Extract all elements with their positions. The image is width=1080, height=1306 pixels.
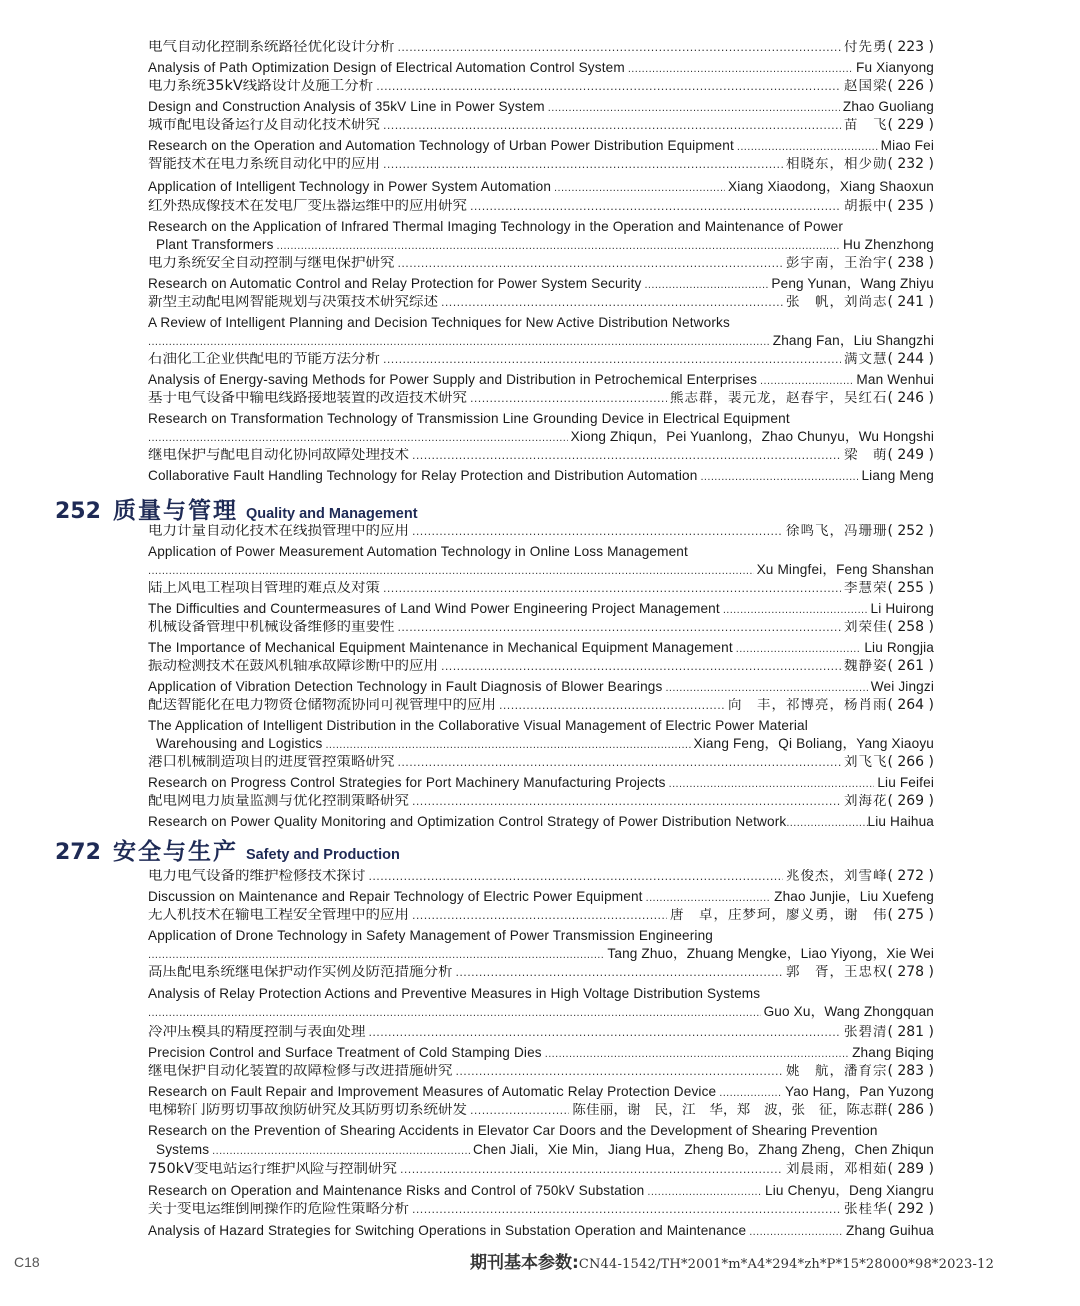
toc-entry-title-en (148, 61, 934, 75)
toc-entry-title-zh[interactable] (148, 965, 934, 980)
section-number: 272 (55, 840, 101, 865)
entry-page-number: ( 264 ) (887, 698, 934, 713)
entry-title-en: Systems (156, 1143, 210, 1157)
toc-entry-title-en (148, 602, 934, 616)
entry-authors-zh: 赵国梁 (843, 79, 888, 94)
entry-title-en: Plant Transformers (156, 238, 274, 252)
toc-entry-title-en-cont (148, 430, 934, 444)
toc-entry-title-en (148, 1046, 934, 1060)
entry-title-zh: 电力系统安全自动控制与继电保护研究 (148, 256, 395, 271)
entry-authors-en: Zhang Guihua (846, 1224, 934, 1238)
entry-title-zh: 继电保护与配电自动化协同故障处理技术 (148, 448, 409, 463)
page-folio: C18 (14, 1254, 40, 1270)
toc-entry-title-en (148, 316, 934, 330)
toc-entry-title-en (148, 139, 934, 153)
entry-title-zh: 配电网电力质量监测与优化控制策略研究 (148, 794, 409, 809)
entry-page-number: ( 249 ) (887, 448, 934, 463)
toc-entry-title-zh[interactable] (148, 157, 934, 172)
toc-entry-title-en (148, 815, 934, 829)
toc-entry-title-zh[interactable] (148, 352, 934, 367)
entry-authors-en: Zhao Junjie，Liu Xuefeng (774, 890, 934, 904)
entry-authors-zh: 付先勇 (843, 40, 888, 55)
toc-entry-title-zh[interactable] (148, 79, 934, 94)
toc-entry-title-zh[interactable] (148, 1202, 934, 1217)
entry-authors-en: Liu Rongjia (864, 641, 934, 655)
entry-title-en: Research on Transformation Technology of Transmission Line Grounding Device in Electrical Equipment (148, 412, 790, 426)
toc-entry-title-zh[interactable] (148, 448, 934, 463)
entry-title-zh: 电梯轿门防剪切事故预防研究及其防剪切系统研发 (148, 1103, 467, 1118)
toc-entry-title-zh[interactable] (148, 1103, 934, 1118)
entry-authors-zh: 相晓东，相少勋 (785, 157, 888, 172)
entry-authors-zh: 张桂华 (843, 1202, 888, 1217)
entry-title-zh: 红外热成像技术在发电厂变压器运维中的应用研究 (148, 199, 467, 214)
entry-title-zh: 继电保护自动化装置的故障检修与改进措施研究 (148, 1064, 453, 1079)
entry-page-number: ( 229 ) (887, 118, 934, 133)
entry-authors-zh: 徐鸣飞，冯珊珊 (785, 524, 888, 539)
entry-page-number: ( 269 ) (887, 794, 934, 809)
toc-entry-title-zh[interactable] (148, 295, 934, 310)
entry-authors-en: Zhang Biqing (852, 1046, 934, 1060)
entry-authors-en: Liu Haihua (867, 815, 934, 829)
journal-parameters-value: CN44-1542/TH*2001*m*A4*294*zh*P*15*28000*98*2023-12 (578, 1257, 995, 1272)
toc-entry-title-zh[interactable] (148, 40, 934, 55)
entry-authors-zh: 张 帆，刘尚志 (785, 295, 888, 310)
toc-entry-title-en (148, 469, 934, 483)
entry-authors-zh: 胡振中 (843, 199, 888, 214)
toc-entry-title-en (148, 1124, 934, 1138)
toc-entry-title-en-cont (156, 1143, 934, 1157)
toc-entry-title-en (148, 1184, 934, 1198)
entry-authors-zh: 向 丰，祁博亮，杨肖雨 (727, 698, 888, 713)
toc-entry-title-en (148, 220, 934, 234)
entry-title-zh: 电力电气设备的维护检修技术探讨 (148, 869, 366, 884)
entry-authors-zh: 熊志群，裴元龙，赵春宇，吴红石 (669, 391, 888, 406)
entry-authors-zh: 兆俊杰，刘雪峰 (785, 869, 888, 884)
toc-entry-title-zh[interactable] (148, 1162, 934, 1177)
toc-entry-title-en (148, 1224, 934, 1238)
entry-authors-en: Xiang Feng，Qi Boliang，Yang Xiaoyu (693, 737, 934, 751)
toc-entry-title-en (148, 929, 934, 943)
entry-title-en: Discussion on Maintenance and Repair Technology of Electric Power Equipment (148, 890, 643, 904)
entry-authors-zh: 梁 萌 (843, 448, 888, 463)
entry-page-number: ( 266 ) (887, 755, 934, 770)
entry-title-en: Application of Power Measurement Automation Technology in Online Loss Management (148, 545, 688, 559)
toc-entry-title-en (148, 412, 934, 426)
entry-title-en: The Application of Intelligent Distribution in the Collaborative Visual Management of Electric Power Material (148, 719, 808, 733)
toc-entry-title-en-cont (148, 947, 934, 961)
section-title-zh: 质量与管理 (112, 498, 238, 524)
entry-page-number: ( 241 ) (887, 295, 934, 310)
entry-title-en: Research on the Application of Infrared Thermal Imaging Technology in the Operation and Maintenance of Power (148, 220, 844, 234)
toc-entry-title-zh[interactable] (148, 698, 934, 713)
entry-authors-en: Hu Zhenzhong (843, 238, 934, 252)
entry-authors-zh: 刘荣佳 (843, 620, 888, 635)
entry-authors-en: Li Huirong (870, 602, 934, 616)
entry-title-zh: 无人机技术在输电工程安全管理中的应用 (148, 908, 409, 923)
entry-title-zh: 电气自动化控制系统路径优化设计分析 (148, 40, 395, 55)
entry-authors-zh: 陈佳丽，谢 民，江 华，郑 波，张 征，陈志群 (572, 1103, 888, 1118)
toc-entry-title-zh[interactable] (148, 908, 934, 923)
entry-title-en: Research on Fault Repair and Improvement Measures of Automatic Relay Protection Device (148, 1085, 717, 1099)
toc-entry-title-zh[interactable] (148, 620, 934, 635)
section-heading-quality-management (55, 492, 418, 525)
entry-authors-en: Zhang Fan，Liu Shangzhi (772, 334, 934, 348)
entry-page-number: ( 255 ) (887, 581, 934, 596)
entry-title-zh: 城市配电设备运行及自动化技术研究 (148, 118, 380, 133)
entry-title-zh: 陆上风电工程项目管理的难点及对策 (148, 581, 380, 596)
entry-authors-en: Tang Zhuo，Zhuang Mengke，Liao Yiyong，Xie Wei (607, 947, 934, 961)
entry-page-number: ( 258 ) (887, 620, 934, 635)
entry-authors-zh: 郭 胥，王忠权 (785, 965, 888, 980)
entry-authors-en: Xiang Xiaodong，Xiang Shaoxun (728, 180, 934, 194)
entry-title-zh: 振动检测技术在鼓风机轴承故障诊断中的应用 (148, 659, 438, 674)
entry-title-zh: 电力系统35kV线路设计及施工分析 (148, 79, 374, 94)
entry-page-number: ( 292 ) (887, 1202, 934, 1217)
entry-title-en: Application of Vibration Detection Technology in Fault Diagnosis of Blower Bearings (148, 680, 663, 694)
entry-title-zh: 机械设备管理中机械设备维修的重要性 (148, 620, 395, 635)
toc-entry-title-en-cont (156, 238, 934, 252)
toc-entry-title-en (148, 776, 934, 790)
entry-title-zh: 智能技术在电力系统自动化中的应用 (148, 157, 380, 172)
entry-title-zh: 新型主动配电网智能规划与决策技术研究综述 (148, 295, 438, 310)
entry-authors-en: Miao Fei (880, 139, 934, 153)
toc-entry-title-en (148, 719, 934, 733)
toc-entry-title-zh[interactable] (148, 755, 934, 770)
entry-title-zh: 高压配电系统继电保护动作实例及防范措施分析 (148, 965, 453, 980)
entry-page-number: ( 261 ) (887, 659, 934, 674)
entry-page-number: ( 272 ) (887, 869, 934, 884)
entry-page-number: ( 252 ) (887, 524, 934, 539)
entry-page-number: ( 223 ) (887, 40, 934, 55)
entry-authors-zh: 刘晨雨，邓相茹 (785, 1162, 888, 1177)
entry-title-en: Research on Automatic Control and Relay Protection for Power System Security (148, 277, 642, 291)
toc-entry-title-en (148, 987, 934, 1001)
entry-authors-en: Fu Xianyong (856, 61, 934, 75)
entry-title-en: Analysis of Energy-saving Methods for Power Supply and Distribution in Petrochemical Enterprises (148, 373, 758, 387)
entry-title-en: Collaborative Fault Handling Technology for Relay Protection and Distribution Automation (148, 469, 698, 483)
entry-title-zh: 港口机械制造项目的进度管控策略研究 (148, 755, 395, 770)
entry-title-zh: 关于变电运维倒闸操作的危险性策略分析 (148, 1202, 409, 1217)
journal-parameters-label: 期刊基本参数: (470, 1253, 579, 1273)
entry-page-number: ( 275 ) (887, 908, 934, 923)
entry-authors-en: Guo Xu，Wang Zhongquan (763, 1005, 934, 1019)
entry-title-en: Application of Drone Technology in Safety Management of Power Transmission Engineering (148, 929, 714, 943)
entry-authors-zh: 满文慧 (843, 352, 888, 367)
section-title-zh: 安全与生产 (112, 839, 238, 865)
entry-authors-zh: 刘飞飞 (843, 755, 888, 770)
entry-authors-zh: 彭宇南，王治宇 (785, 256, 888, 271)
toc-entry-title-zh[interactable] (148, 659, 934, 674)
entry-authors-en: Wei Jingzi (870, 680, 934, 694)
entry-authors-zh: 姚 航，潘育宗 (785, 1064, 888, 1079)
entry-authors-zh: 苗 飞 (843, 118, 888, 133)
entry-page-number: ( 281 ) (887, 1025, 934, 1040)
entry-title-en: The Difficulties and Countermeasures of Land Wind Power Engineering Project Management (148, 602, 720, 616)
entry-title-en: A Review of Intelligent Planning and Decision Techniques for New Active Distribution Networks (148, 316, 730, 330)
toc-entry-title-zh[interactable] (148, 869, 934, 884)
entry-page-number: ( 286 ) (887, 1103, 934, 1118)
entry-authors-en: Chen Jiali，Xie Min，Jiang Hua，Zheng Bo，Zhang Zheng，Chen Zhiqun (472, 1143, 934, 1157)
entry-title-en: Warehousing and Logistics (156, 737, 323, 751)
entry-authors-en: Man Wenhui (856, 373, 934, 387)
entry-authors-zh: 刘海花 (843, 794, 888, 809)
toc-entry-title-zh[interactable] (148, 1064, 934, 1079)
toc-entry-title-zh[interactable] (148, 391, 934, 406)
toc-entry-title-en (148, 100, 934, 114)
entry-page-number: ( 226 ) (887, 79, 934, 94)
entry-page-number: ( 278 ) (887, 965, 934, 980)
entry-title-en: The Importance of Mechanical Equipment Maintenance in Mechanical Equipment Management (148, 641, 733, 655)
entry-authors-en: Liu Chenyu，Deng Xiangru (765, 1184, 934, 1198)
entry-title-zh: 石油化工企业供配电的节能方法分析 (148, 352, 380, 367)
toc-entry-title-en (148, 545, 934, 559)
toc-entry-title-en (148, 890, 934, 904)
entry-title-zh: 基于电气设备中输电线路接地装置的改造技术研究 (148, 391, 467, 406)
entry-title-zh: 配送智能化在电力物资仓储物流协同可视管理中的应用 (148, 698, 496, 713)
entry-title-en: Research on Operation and Maintenance Risks and Control of 750kV Substation (148, 1184, 645, 1198)
toc-entry-title-en-cont (148, 334, 934, 348)
toc-entry-title-en (148, 277, 934, 291)
entry-title-en: Application of Intelligent Technology in Power System Automation (148, 180, 552, 194)
entry-page-number: ( 246 ) (887, 391, 934, 406)
entry-authors-zh: 李慧荣 (843, 581, 888, 596)
toc-entry-title-zh[interactable] (148, 1025, 934, 1040)
toc-entry-title-en-cont (156, 737, 934, 751)
entry-title-zh: 冷冲压模具的精度控制与表面处理 (148, 1025, 366, 1040)
entry-authors-zh: 魏静姿 (843, 659, 888, 674)
entry-title-en: Design and Construction Analysis of 35kV Line in Power System (148, 100, 545, 114)
entry-title-en: Research on the Operation and Automation Technology of Urban Power Distribution Equipment (148, 139, 734, 153)
toc-entry-title-en-cont (148, 563, 934, 577)
entry-title-en: Precision Control and Surface Treatment of Cold Stamping Dies (148, 1046, 542, 1060)
entry-page-number: ( 283 ) (887, 1064, 934, 1079)
toc-entry-title-en-cont (148, 1005, 934, 1019)
entry-title-en: Research on Progress Control Strategies for Port Machinery Manufacturing Projects (148, 776, 666, 790)
toc-entry-title-zh[interactable] (148, 581, 934, 596)
entry-title-en: Research on Power Quality Monitoring and Optimization Control Strategy of Power Distribution Network (148, 815, 787, 829)
entry-authors-zh: 唐 卓，庄梦珂，廖义勇，谢 伟 (669, 908, 888, 923)
entry-title-en: Research on the Prevention of Shearing Accidents in Elevator Car Doors and the Development of Shearing Prevention (148, 1124, 878, 1138)
entry-page-number: ( 232 ) (887, 157, 934, 172)
toc-entry-title-en (148, 373, 934, 387)
entry-title-zh: 电力计量自动化技术在线损管理中的应用 (148, 524, 409, 539)
entry-authors-en: Zhao Guoliang (842, 100, 934, 114)
entry-authors-zh: 张碧清 (843, 1025, 888, 1040)
toc-entry-title-zh[interactable] (148, 256, 934, 271)
toc-entry-title-en (148, 641, 934, 655)
entry-title-en: Analysis of Relay Protection Actions and Preventive Measures in High Voltage Distribution Systems (148, 987, 761, 1001)
entry-title-en: Analysis of Path Optimization Design of Electrical Automation Control System (148, 61, 625, 75)
section-title-en: Quality and Management (245, 506, 418, 522)
toc-entry-title-zh[interactable] (148, 118, 934, 133)
entry-page-number: ( 244 ) (887, 352, 934, 367)
entry-page-number: ( 289 ) (887, 1162, 934, 1177)
toc-entry-title-en (148, 680, 934, 694)
entry-page-number: ( 238 ) (887, 256, 934, 271)
entry-authors-en: Xiong Zhiqun，Pei Yuanlong，Zhao Chunyu，Wu Hongshi (570, 430, 934, 444)
toc-entry-title-en (148, 180, 934, 194)
journal-parameters (470, 1248, 994, 1273)
section-number: 252 (55, 499, 101, 524)
toc-entry-title-en (148, 1085, 934, 1099)
entry-title-zh: 750kV变电站运行维护风险与控制研究 (148, 1162, 397, 1177)
entry-title-en: Analysis of Hazard Strategies for Switching Operations in Substation Operation and Maintenance (148, 1224, 747, 1238)
entry-authors-en: Peng Yunan，Wang Zhiyu (771, 277, 934, 291)
toc-entry-title-zh[interactable] (148, 199, 934, 214)
entry-authors-en: Xu Mingfei，Feng Shanshan (756, 563, 934, 577)
toc-entry-title-zh[interactable] (148, 524, 934, 539)
entry-page-number: ( 235 ) (887, 199, 934, 214)
entry-authors-en: Yao Hang，Pan Yuzong (785, 1085, 934, 1099)
section-title-en: Safety and Production (245, 847, 400, 863)
entry-authors-en: Liu Feifei (877, 776, 934, 790)
entry-authors-en: Liang Meng (861, 469, 934, 483)
toc-entry-title-zh[interactable] (148, 794, 934, 809)
section-heading-safety-production (55, 833, 400, 866)
